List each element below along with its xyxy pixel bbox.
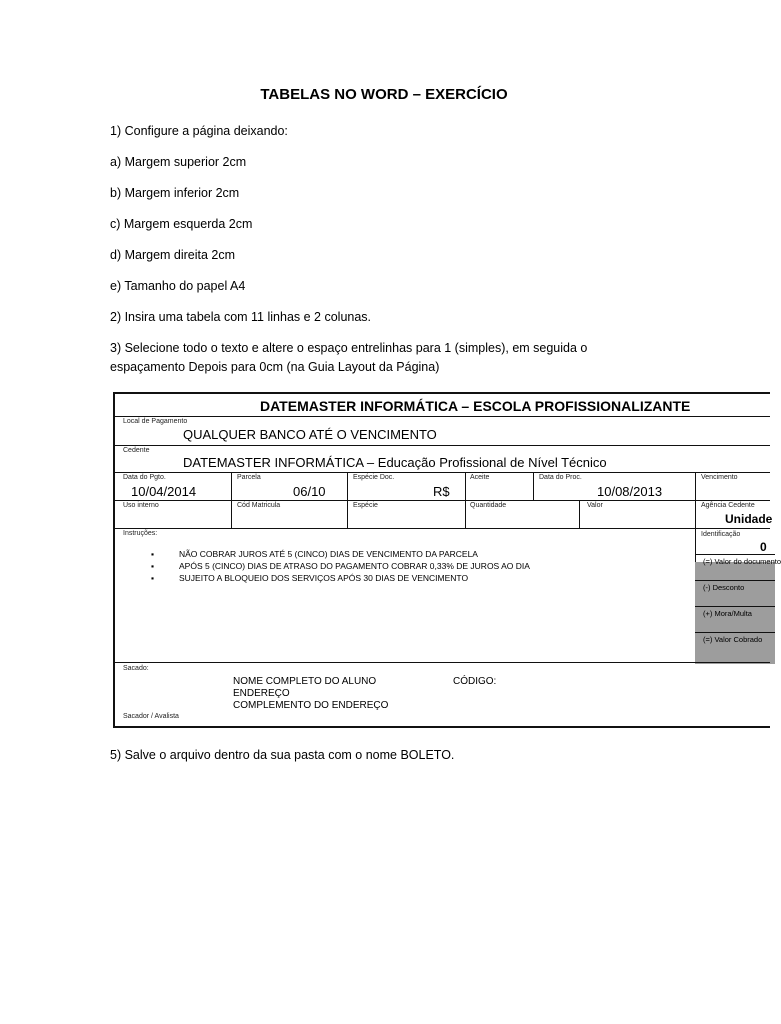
instruction-line-5: 5) Salve o arquivo dentro da sua pasta com o nome BOLETO. xyxy=(110,748,455,762)
avalista-label: Sacador / Avalista xyxy=(123,713,179,720)
instruction-line-d: d) Margem direita 2cm xyxy=(110,248,236,262)
instruction-line-1: 1) Configure a página deixando: xyxy=(110,124,288,138)
vencimento-label: Vencimento xyxy=(701,474,738,481)
instruction-bullet: ▪ xyxy=(151,549,155,559)
codigo-label: CÓDIGO: xyxy=(453,676,497,687)
aceite-label: Aceite xyxy=(470,474,490,481)
divider xyxy=(115,445,770,446)
especie-doc-value: R$ xyxy=(433,484,450,499)
cedente-value: DATEMASTER INFORMÁTICA – Educação Profissional de Nível Técnico xyxy=(183,455,607,470)
divider xyxy=(115,472,770,473)
divider xyxy=(533,472,534,500)
identificacao-label: Identificação xyxy=(701,531,741,538)
divider xyxy=(695,632,775,633)
valor-documento-label: (=) Valor do documento xyxy=(703,557,781,566)
data-pgto-value: 10/04/2014 xyxy=(131,484,197,499)
identificacao-value: 0 xyxy=(760,540,767,554)
instruction-item: NÃO COBRAR JUROS ATÉ 5 (CINCO) DIAS DE VENCIMENTO DA PARCELA xyxy=(179,549,478,559)
instruction-line-b: b) Margem inferior 2cm xyxy=(110,186,240,200)
instruction-bullet: ▪ xyxy=(151,573,155,583)
local-value: QUALQUER BANCO ATÉ O VENCIMENTO xyxy=(183,427,437,442)
especie-label: Espécie xyxy=(353,502,378,509)
divider xyxy=(115,416,770,417)
instruction-line-3-cont: espaçamento Depois para 0cm (na Guia Layout da Página) xyxy=(110,360,440,374)
divider xyxy=(695,554,775,555)
uso-label: Uso interno xyxy=(123,502,159,509)
divider xyxy=(115,500,770,501)
instruction-line-c: c) Margem esquerda 2cm xyxy=(110,217,253,231)
data-proc-label: Data do Proc. xyxy=(539,474,582,481)
divider xyxy=(115,528,770,529)
divider xyxy=(695,606,775,607)
sacado-label: Sacado: xyxy=(123,665,149,672)
valor-cobrado-label: (=) Valor Cobrado xyxy=(703,635,763,644)
sacado-complemento: COMPLEMENTO DO ENDEREÇO xyxy=(233,700,389,711)
instruction-line-3: 3) Selecione todo o texto e altere o espaço entrelinhas para 1 (simples), em seguida o xyxy=(110,341,588,355)
parcela-label: Parcela xyxy=(237,474,261,481)
instruction-line-e: e) Tamanho do papel A4 xyxy=(110,279,246,293)
data-proc-value: 10/08/2013 xyxy=(597,484,663,499)
valor-label: Valor xyxy=(587,502,603,509)
instruction-item: APÓS 5 (CINCO) DIAS DE ATRASO DO PAGAMENTO COBRAR 0,33% DE JUROS AO DIA xyxy=(179,561,530,571)
desconto-label: (-) Desconto xyxy=(703,583,745,592)
especie-doc-label: Espécie Doc. xyxy=(353,474,395,481)
instruction-item: SUJEITO A BLOQUEIO DOS SERVIÇOS APÓS 30 DIAS DE VENCIMENTO xyxy=(179,573,469,583)
instrucoes-label: Instruções: xyxy=(123,530,158,537)
cod-label: Cód Matricula xyxy=(237,502,281,509)
instruction-line-a: a) Margem superior 2cm xyxy=(110,155,247,169)
document-title: TABELAS NO WORD – EXERCÍCIO xyxy=(260,86,508,103)
cedente-label: Cedente xyxy=(123,447,150,454)
agencia-value: Unidade xyxy=(725,512,773,526)
parcela-value: 06/10 xyxy=(293,484,326,499)
data-pgto-label: Data do Pgto. xyxy=(123,474,166,481)
instruction-line-2: 2) Insira uma tabela com 11 linhas e 2 colunas. xyxy=(110,310,372,324)
boleto-header: DATEMASTER INFORMÁTICA – ESCOLA PROFISSIONALIZANTE xyxy=(260,398,691,414)
mora-multa-label: (+) Mora/Multa xyxy=(703,609,752,618)
divider xyxy=(695,580,775,581)
quantidade-label: Quantidade xyxy=(470,502,507,509)
local-label: Local de Pagamento xyxy=(123,418,188,425)
sacado-nome: NOME COMPLETO DO ALUNO xyxy=(233,676,377,687)
divider xyxy=(579,500,580,528)
boleto-image xyxy=(113,392,781,728)
agencia-label: Agência Cedente xyxy=(701,502,755,509)
divider xyxy=(115,662,770,663)
instruction-bullet: ▪ xyxy=(151,561,155,571)
sacado-endereco: ENDEREÇO xyxy=(233,688,290,699)
